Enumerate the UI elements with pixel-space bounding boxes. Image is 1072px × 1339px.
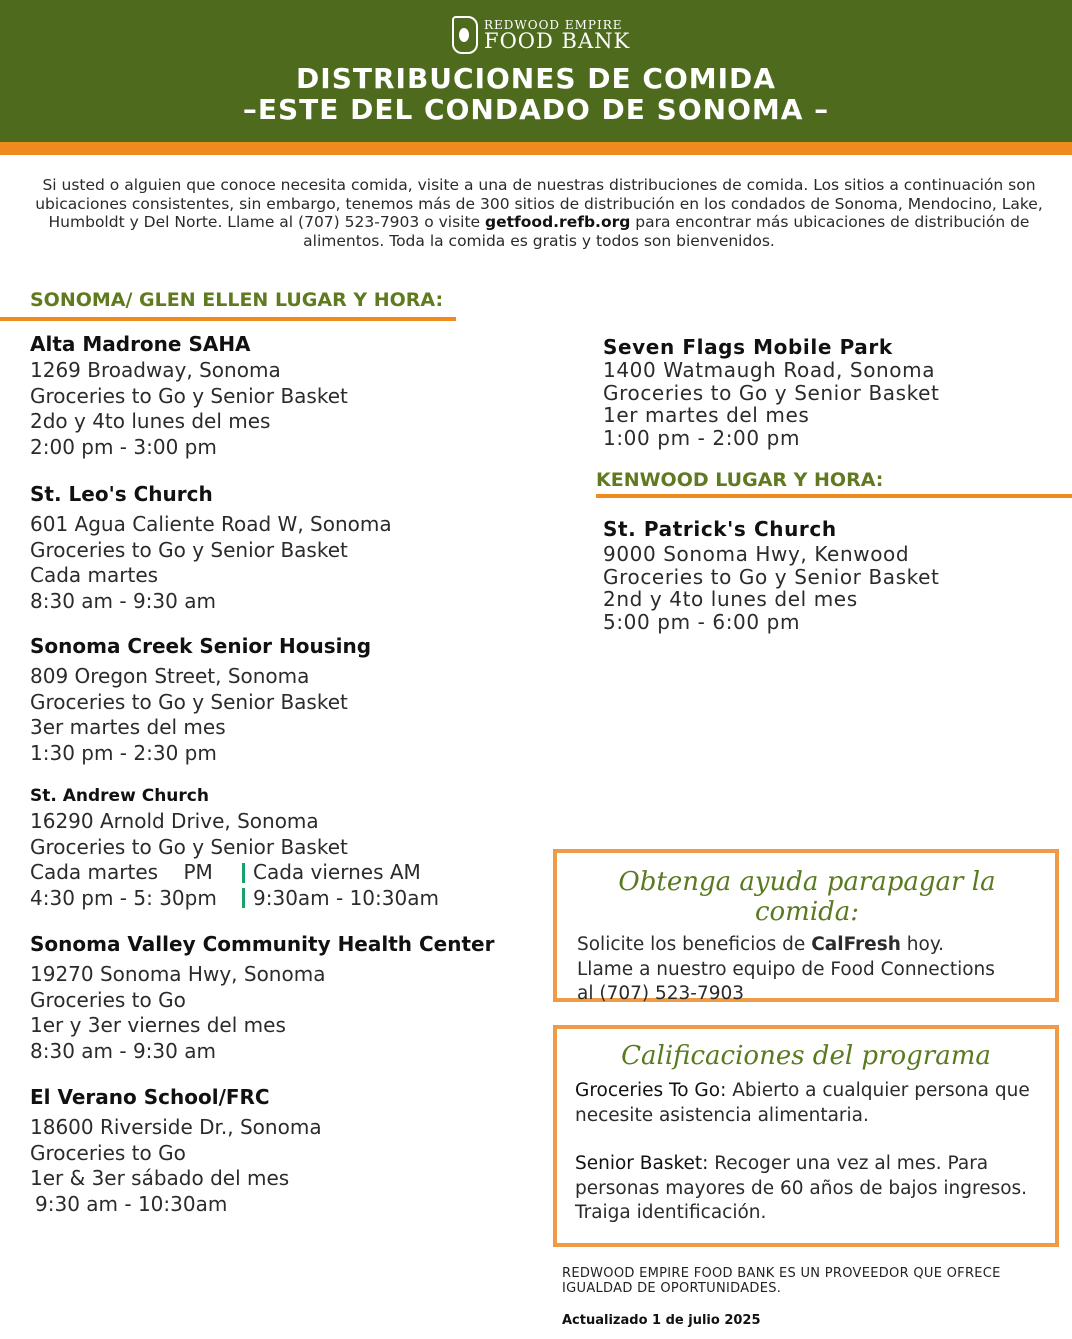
site-time: 2:00 pm - 3:00 pm xyxy=(30,434,217,459)
site-program: Groceries to Go y Senior Basket xyxy=(603,564,940,589)
site-time: 9:30 am - 10:30am xyxy=(35,1191,228,1216)
site-schedule: 1er & 3er sábado del mes xyxy=(30,1166,290,1190)
site-address: 9000 Sonoma Hwy, Kenwood xyxy=(603,542,910,566)
logo-top-text: REDWOOD EMPIRE xyxy=(484,17,623,32)
senior-basket-text: Recoger una vez al mes. Para personas mayores de 60 años de bajos ingresos. Traiga identificación. xyxy=(575,1153,1028,1223)
site-time: 1:30 pm - 2:30 pm xyxy=(30,740,217,765)
site-program: Groceries to Go y Senior Basket xyxy=(30,537,348,562)
site-name: St. Patrick's Church xyxy=(603,517,837,541)
site-st-leos-church xyxy=(30,482,550,614)
site-name: Alta Madrone SAHA xyxy=(30,332,251,356)
site-name: Seven Flags Mobile Park xyxy=(603,335,893,359)
program-qualifications-box xyxy=(553,1025,1059,1247)
site-program: Groceries to Go y Senior Basket xyxy=(30,383,348,408)
getfood-link[interactable]: getfood.refb.org xyxy=(485,213,631,231)
site-time-row xyxy=(30,886,550,912)
site-address: 19270 Sonoma Hwy, Sonoma xyxy=(30,962,326,986)
help-box-title: Obtenga ayuda parapagar la comida: xyxy=(618,867,996,927)
schedule-friday: Cada viernes AM xyxy=(253,860,421,884)
site-address: 601 Agua Caliente Road W, Sonoma xyxy=(30,512,392,536)
sonoma-section-rule xyxy=(0,317,456,321)
site-time: 8:30 am - 9:30 am xyxy=(30,588,216,613)
site-name: Sonoma Creek Senior Housing xyxy=(30,634,372,658)
calfresh-label: CalFresh xyxy=(811,934,901,955)
site-schedule: 1er martes del mes xyxy=(603,403,810,427)
site-address: 18600 Riverside Dr., Sonoma xyxy=(30,1115,322,1139)
site-schedule: 1er y 3er viernes del mes xyxy=(30,1013,286,1037)
site-schedule: 2do y 4to lunes del mes xyxy=(30,409,271,433)
site-program: Groceries to Go y Senior Basket xyxy=(603,380,940,405)
site-address: 16290 Arnold Drive, Sonoma xyxy=(30,809,319,833)
site-el-verano-school xyxy=(30,1085,550,1217)
help-line-1-before: Solicite los beneficios de xyxy=(577,934,812,955)
page-title-line2: –ESTE DEL CONDADO DE SONOMA – xyxy=(242,93,830,126)
intro-text-after: para encontrar más ubicaciones de distribución de alimentos. Toda la comida es gratis y todos son bienvenidos. xyxy=(303,213,1030,250)
header-divider xyxy=(0,142,1072,155)
help-line-1-after: hoy. xyxy=(900,934,945,955)
separator-bar xyxy=(242,888,245,908)
site-name: El Verano School/FRC xyxy=(30,1085,270,1109)
page-title-line1: DISTRIBUCIONES DE COMIDA xyxy=(296,62,776,95)
help-line-2: Llame a nuestro equipo de Food Connections xyxy=(577,958,995,980)
updated-date: Actualizado 1 de julio 2025 xyxy=(562,1313,761,1328)
site-name: St. Andrew Church xyxy=(30,786,209,806)
site-program: Groceries to Go xyxy=(30,987,186,1012)
site-address: 1269 Broadway, Sonoma xyxy=(30,358,281,382)
help-line-3: al (707) 523-7903 xyxy=(577,983,745,1004)
apple-logo-icon xyxy=(452,16,478,54)
food-bank-logo xyxy=(452,16,630,54)
kenwood-section-heading: KENWOOD LUGAR Y HORA: xyxy=(596,469,884,491)
site-program: Groceries to Go y Senior Basket xyxy=(30,834,348,859)
site-st-andrew-church xyxy=(30,786,550,911)
logo-bottom-text: FOOD BANK xyxy=(484,28,631,53)
site-seven-flags xyxy=(603,335,1043,449)
site-program: Groceries to Go y Senior Basket xyxy=(30,689,348,714)
groceries-to-go-description xyxy=(575,1079,1037,1128)
time-tuesday: 4:30 pm - 5: 30pm xyxy=(30,885,217,910)
site-schedule: 3er martes del mes xyxy=(30,715,226,739)
site-st-patricks-church xyxy=(603,517,1043,633)
site-time: 8:30 am - 9:30 am xyxy=(30,1038,216,1063)
groceries-to-go-text: Abierto a cualquier persona que necesite asistencia alimentaria. xyxy=(575,1080,1030,1126)
header-banner xyxy=(0,0,1072,142)
separator-bar xyxy=(242,863,245,883)
time-friday: 9:30am - 10:30am xyxy=(253,885,439,910)
site-time: 1:00 pm - 2:00 pm xyxy=(603,425,801,450)
intro-paragraph xyxy=(24,176,1054,250)
site-address: 1400 Watmaugh Road, Sonoma xyxy=(603,358,936,382)
site-alta-madrone xyxy=(30,332,550,460)
kenwood-section-rule xyxy=(596,494,1072,498)
site-schedule: Cada martes xyxy=(30,563,159,587)
site-time: 5:00 pm - 6:00 pm xyxy=(603,609,801,634)
program-box-title: Calificaciones del programa xyxy=(621,1041,991,1071)
senior-basket-label: Senior Basket: xyxy=(575,1153,709,1174)
sonoma-section-heading: SONOMA/ GLEN ELLEN LUGAR Y HORA: xyxy=(30,289,444,311)
site-schedule-row xyxy=(30,860,550,886)
site-name: St. Leo's Church xyxy=(30,482,213,506)
site-name: Sonoma Valley Community Health Center xyxy=(30,932,495,956)
intro-text-before: Si usted o alguien que conoce necesita comida, visite a una de nuestras distribuciones de comida. Los sitios a continuación son ubicaciones consistentes, sin embargo, tenemos más de 300 sitios de distribución en los condados de Sonoma, Mendocino, Lake, Humboldt y Del Norte. Llame al (707) 523-7903 o visite xyxy=(35,176,1043,231)
site-sonoma-creek xyxy=(30,634,550,766)
site-schedule: 2nd y 4to lunes del mes xyxy=(603,587,858,611)
senior-basket-description xyxy=(575,1152,1037,1226)
calfresh-help-box xyxy=(553,849,1059,1002)
groceries-to-go-label: Groceries To Go: xyxy=(575,1080,727,1101)
site-health-center xyxy=(30,932,550,1064)
equal-opportunity-note: REDWOOD EMPIRE FOOD BANK ES UN PROVEEDOR QUE OFRECE IGUALDAD DE OPORTUNIDADES. xyxy=(562,1266,1001,1296)
schedule-tuesday: Cada martes PM xyxy=(30,860,213,884)
help-line-1 xyxy=(577,933,1037,958)
site-program: Groceries to Go xyxy=(30,1140,186,1165)
site-address: 809 Oregon Street, Sonoma xyxy=(30,664,310,688)
